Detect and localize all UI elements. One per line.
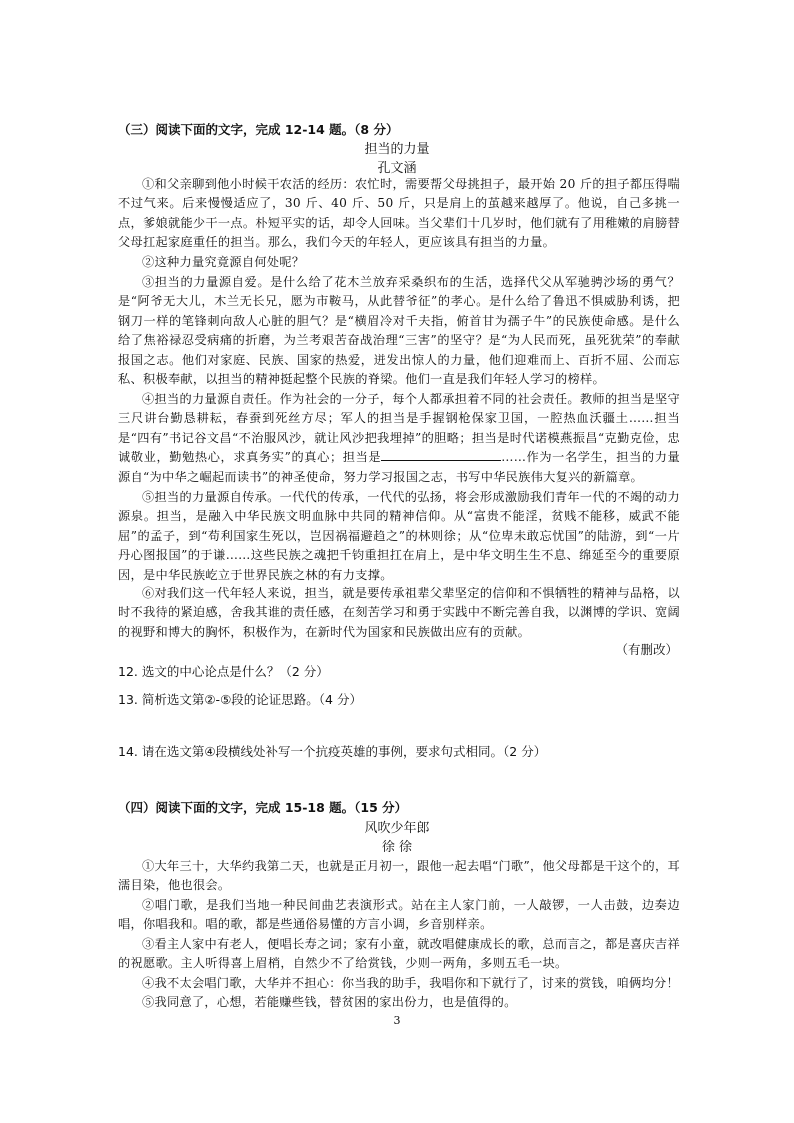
article-1-paragraph-6: ⑥对我们这一代年轻人来说，担当，就是要传承祖辈父辈坚定的信仰和不惧牺牲的精神与品格，以时不我待的紧迫感，舍我其谁的责任感，在刻苦学习和勇于实践中不断完善自我，以渊博的学识、宽阔的视野和博大的胸怀，积极作为，在新时代为国家和民族做出应有的贡献。 bbox=[118, 586, 680, 639]
article-2-author: 徐 徐 bbox=[381, 840, 413, 855]
fill-in-blank-line bbox=[381, 448, 501, 461]
question-14: 14. 请在选文第④段横线处补写一个抗疫英雄的事例，要求句式相同。（2 分） bbox=[118, 744, 547, 759]
article-1-paragraph-4 bbox=[118, 390, 680, 487]
article-2-paragraph-3: ③看主人家中有老人，便唱长寿之词；家有小童，就改唱健康成长的歌，总而言之，都是喜庆吉祥的祝愿歌。主人听得喜上眉梢，自然少不了给赏钱，少则一两角，多则五毛一块。 bbox=[118, 937, 680, 971]
article-1-title: 担当的力量 bbox=[364, 142, 430, 157]
section-3-heading: （三）阅读下面的文字，完成 12-14 题。（8 分） bbox=[118, 122, 399, 137]
article-1-author: 孔文涵 bbox=[377, 161, 417, 176]
article-2-paragraph-2: ②唱门歌，是我们当地一种民间曲艺表演形式。站在主人家门前，一人敲锣，一人击鼓，边奏边唱，你唱我和。唱的歌，都是些通俗易懂的方言小调，乡音别样亲。 bbox=[118, 898, 680, 932]
article-2-title: 风吹少年郎 bbox=[364, 821, 430, 836]
paragraph-4-text-after: ……作为一名学生，担当的力量源自“为中华之崛起而读书”的神圣使命，努力学习报国之志，书写中华民族伟大复兴的新篇章。 bbox=[118, 450, 681, 484]
article-1-paragraph-2: ②这种力量究竟源自何处呢？ bbox=[142, 255, 305, 269]
question-12: 12. 选文的中心论点是什么？（2 分） bbox=[118, 664, 329, 679]
article-2-paragraph-5: ⑤我同意了，心想，若能赚些钱，替贫困的家出份力，也是值得的。 bbox=[142, 995, 517, 1009]
article-1-paragraph-5: ⑤担当的力量源自传承。一代代的传承，一代代的弘扬，将会形成激励我们青年一代的不竭的动力源泉。担当，是融入中华民族文明血脉中共同的精神信仰。从“富贵不能淫，贫贱不能移，威武不能屈”的孟子，到“苟利国家生死以，岂因祸福避趋之”的林则徐；从“位卑未敢忘忧国”的陆游，到“一片丹心图报国”的于谦……这些民族之魂把千钧重担扛在肩上，是中华文明生生不息、绵延至今的重要原因，是中华民族屹立于世界民族之林的有力支撑。 bbox=[118, 490, 680, 582]
article-2-paragraph-4: ④我不太会唱门歌，大华并不担心：你当我的助手，我唱你和下就行了，讨来的赏钱，咱俩均分！ bbox=[142, 976, 679, 990]
abridged-note: （有删改） bbox=[615, 642, 678, 657]
article-1-paragraph-1: ①和父亲聊到他小时候干农活的经历：农忙时，需要帮父母挑担子，最开始 20 斤的担子都压得喘不过气来。后来慢慢适应了，30 斤、40 斤、50 斤，只是肩上的茧越来越厚了。他说，自己多挑一点，爹娘就能少干一点。朴短平实的话，却令人回味。当父辈们十几岁时，他们就有了用稚嫩的肩膀替父母扛起家庭重任的担当。那么，我们今天的年轻人，更应该具有担当的力量。 bbox=[118, 177, 680, 250]
article-1-paragraph-3: ③担当的力量源自爱。是什么给了花木兰放弃采桑织布的生活，选择代父从军驰骋沙场的勇气？是“阿爷无大儿，木兰无长兄，愿为市鞍马，从此替爷征”的孝心。是什么给了鲁迅不惧威胁利诱，把钢刀一样的笔锋刺向敌人心脏的胆气？是“横眉冷对千夫指，俯首甘为孺子牛”的民族使命感。是什么给了焦裕禄忍受病痛的折磨，为兰考艰苦奋战治理“三害”的坚守？是“为人民而死，虽死犹荣”的奉献报国之志。他们对家庭、民族、国家的热爱，迸发出惊人的力量，他们迎难而上、百折不屈、公而忘私、积极奉献，以担当的精神挺起整个民族的脊梁。他们一直是我们年轻人学习的榜样。 bbox=[118, 275, 680, 387]
paragraph-4-text-before: ④担当的力量源自责任。作为社会的一分子，每个人都承担着不同的社会责任。教师的担当是坚守三尺讲台勤恳耕耘，春蚕到死丝方尽；军人的担当是手握钢枪保家卫国，一腔热血沃疆土……担当是“四有”书记谷文昌“不治服风沙，就让风沙把我埋掉”的胆略；担当是时代诺模燕振昌“克勤克俭，忠诚敬业，勤勉热心，求真务实”的真心；担当是 bbox=[118, 392, 680, 465]
section-4-heading: （四）阅读下面的文字，完成 15-18 题。（15 分） bbox=[118, 800, 408, 815]
article-2-paragraph-1: ①大年三十，大华约我第二天，也就是正月初一，跟他一起去唱“门歌”，他父母都是干这个的，耳濡目染，他也很会。 bbox=[118, 859, 680, 893]
question-13: 13. 简析选文第②-⑤段的论证思路。（4 分） bbox=[118, 692, 362, 707]
page-number: 3 bbox=[393, 1014, 401, 1027]
